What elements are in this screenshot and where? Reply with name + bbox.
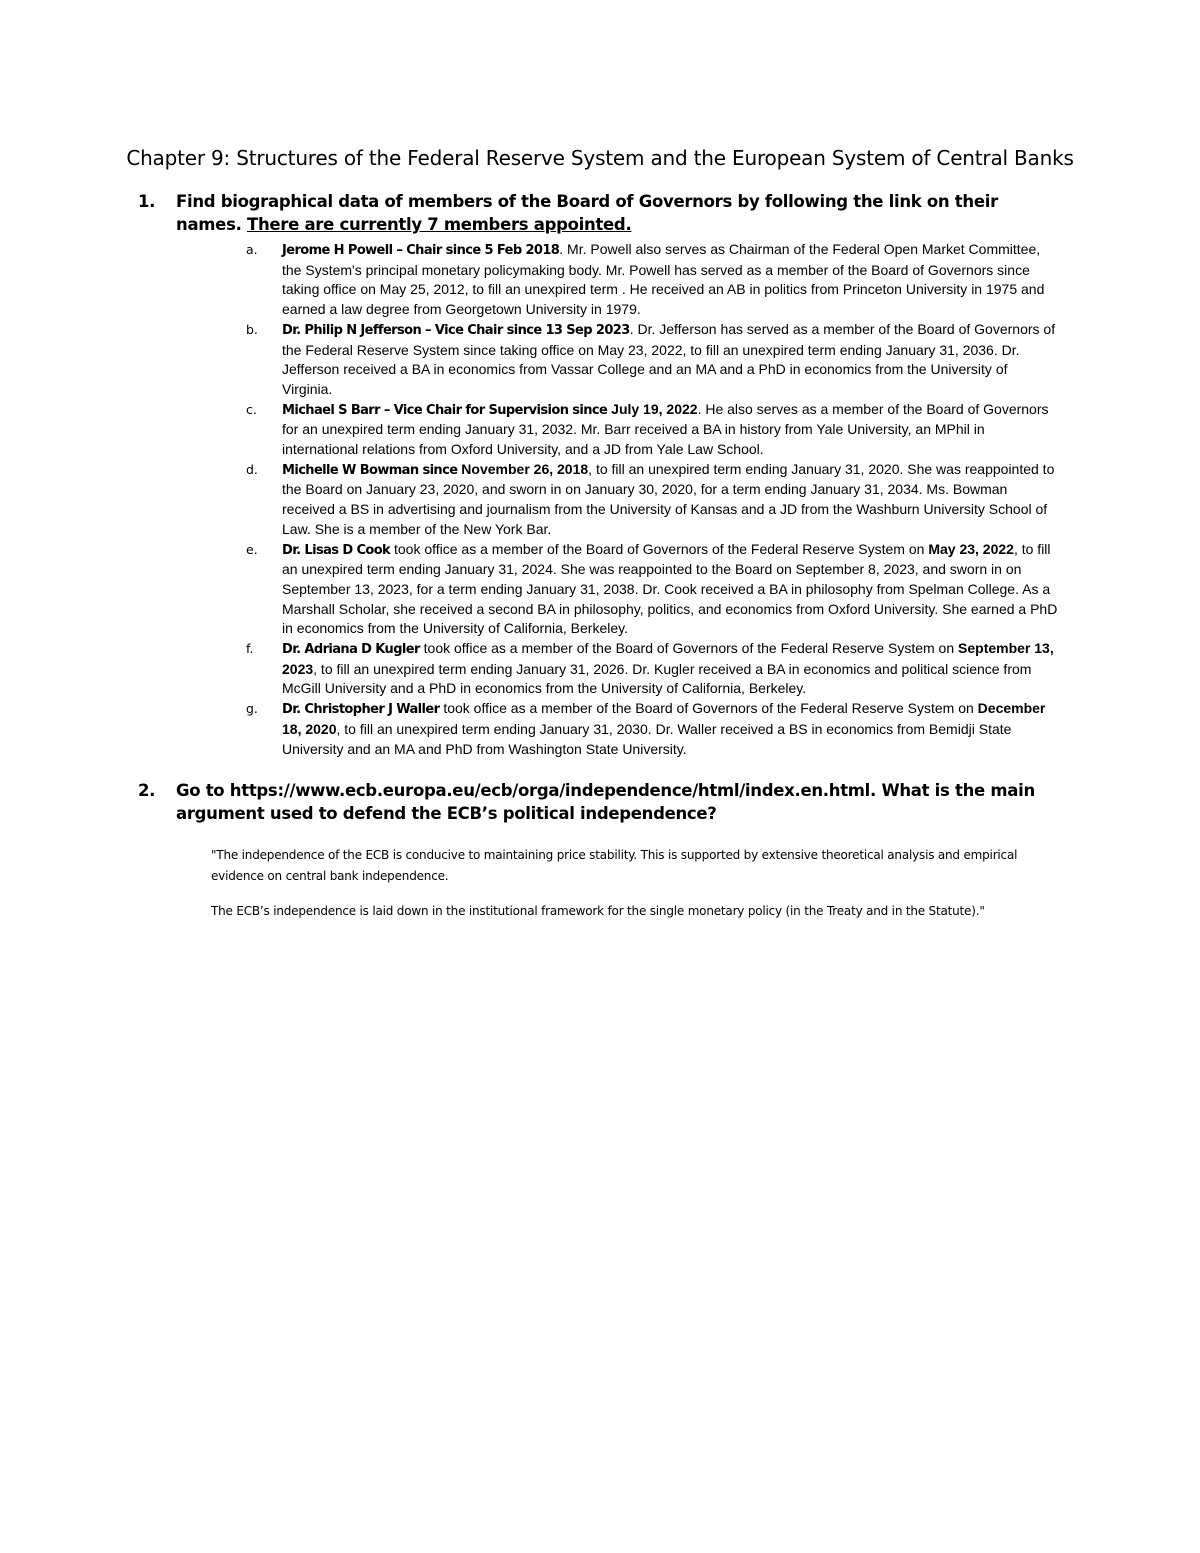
member-bio: , to fill an unexpired term ending January 31, 2020. She was reappointed to the Board on January 23, 2020, and sworn in on January 30, 2020, for a term ending January 31, 2034. Ms. Bowman received a BS in advertising and journalism from the University of Kansas and a JD from the Washburn University School of Law. She is a member of the New York Bar. [282, 460, 1055, 537]
page-title: Chapter 9: Structures of the Federal Reserve System and the European System of Central Banks [126, 146, 1074, 170]
member-bio: . He also serves as a member of the Board of Governors for an unexpired term ending January 31, 2032. Mr. Barr received a BA in history from Yale University, an MPhil in international relations from Oxford University, and a JD from Yale Law School. [282, 400, 1049, 458]
member-name-link[interactable]: Dr. Christopher J Waller [282, 702, 440, 718]
list-marker: e. [246, 541, 258, 557]
member-bio: , to fill an unexpired term ending January 31, 2030. Dr. Waller received a BS in economics from Bemidji State University and an MA and PhD from Washington State University. [282, 720, 1012, 757]
member-start-date: July 19, 2022 [607, 400, 698, 417]
board-members-list [246, 240, 1061, 759]
member-start-date: May 23, 2022 [928, 540, 1014, 557]
member-entry [282, 699, 1061, 759]
member-start-date: December 18, 2020 [282, 700, 1046, 737]
member-entry [282, 320, 1061, 400]
member-bio-intro: took office as a member of the Board of Governors of the Federal Reserve System on [419, 640, 959, 657]
list-item [246, 240, 1061, 320]
question-1 [138, 190, 1068, 236]
member-entry [282, 240, 1061, 320]
member-name-link[interactable]: Dr. Philip N Jefferson – Vice Chair since 13 Sep 2023 [282, 322, 630, 338]
list-marker: f. [246, 641, 254, 657]
member-name-link[interactable]: Michael S Barr – Vice Chair for Supervision since [282, 402, 608, 418]
member-entry [282, 460, 1061, 540]
list-item [246, 320, 1061, 400]
list-item [246, 540, 1061, 640]
member-start-date: September 13, 2023 [282, 640, 1054, 677]
member-bio: , to fill an unexpired term ending January 31, 2026. Dr. Kugler received a BA in economics and political science from McGill University and a PhD in economics from the University of California, Berkeley. [282, 660, 1032, 697]
member-start-date: November 26, 2018 [457, 460, 589, 477]
question-2-text: Go to https://www.ecb.europa.eu/ecb/orga/independence/html/index.en.html. What is the main argument used to defend the ECB’s political independence? [176, 781, 1035, 823]
list-item [246, 699, 1061, 759]
question-1-number: 1. [138, 192, 156, 211]
list-marker: d. [246, 461, 258, 477]
list-marker: a. [246, 242, 258, 257]
question-1-underlined-note: There are currently 7 members appointed. [247, 215, 632, 234]
member-name-link[interactable]: Michelle W Bowman since [282, 462, 458, 478]
list-item [246, 460, 1061, 540]
question-1-prompt: Find biographical data of members of the Board of Governors by following the link on their names. [176, 192, 998, 234]
member-bio-intro: took office as a member of the Board of Governors of the Federal Reserve System on [439, 700, 978, 717]
member-name-link[interactable]: Dr. Lisas D Cook [282, 542, 391, 558]
list-item [246, 639, 1061, 699]
answer-paragraph-2: The ECB’s independence is laid down in the institutional framework for the single monetary policy (in the Treaty and in the Statute)." [211, 904, 985, 918]
member-name-link[interactable]: Jerome H Powell – Chair since 5 Feb 2018 [282, 243, 560, 258]
member-bio-intro: took office as a member of the Board of Governors of the Federal Reserve System on [390, 540, 929, 557]
list-item [246, 400, 1061, 460]
answer-paragraph-1: "The independence of the ECB is conducive to maintaining price stability. This is supported by extensive theoretical analysis and empirical evidence on central bank independence. [211, 848, 1018, 883]
list-marker: b. [246, 321, 258, 337]
member-bio: . Mr. Powell also serves as Chairman of the Federal Open Market Committee, the System's principal monetary policymaking body. Mr. Powell has served as a member of the Board of Governors since taking office on May 25, 2012, to fill an unexpired term . He received an AB in politics from Princeton University in 1975 and earned a law degree from Georgetown University in 1979. [282, 241, 1045, 318]
member-entry [282, 540, 1061, 640]
member-entry [282, 400, 1061, 460]
question-1-text [176, 190, 1068, 236]
member-name-link[interactable]: Dr. Adriana D Kugler [282, 642, 420, 658]
list-marker: c. [246, 401, 257, 417]
list-marker: g. [246, 701, 258, 717]
member-entry [282, 639, 1061, 699]
question-2-number: 2. [138, 781, 156, 800]
question-2 [138, 779, 1068, 825]
member-bio: . Dr. Jefferson has served as a member of the Board of Governors of the Federal Reserve System since taking office on May 23, 2022, to fill an unexpired term ending January 31, 2036. Dr. Jefferson received a BA in economics from Vassar College and an MA and a PhD in economics from the University of Virginia. [282, 320, 1056, 397]
member-bio: , to fill an unexpired term ending January 31, 2024. She was reappointed to the Board on September 8, 2023, and sworn in on September 13, 2023, for a term ending January 31, 2038. Dr. Cook received a BA in philosophy from Spelman College. As a Marshall Scholar, she received a second BA in philosophy, politics, and economics from Oxford University. She earned a PhD in economics from the University of California, Berkeley. [282, 540, 1058, 637]
